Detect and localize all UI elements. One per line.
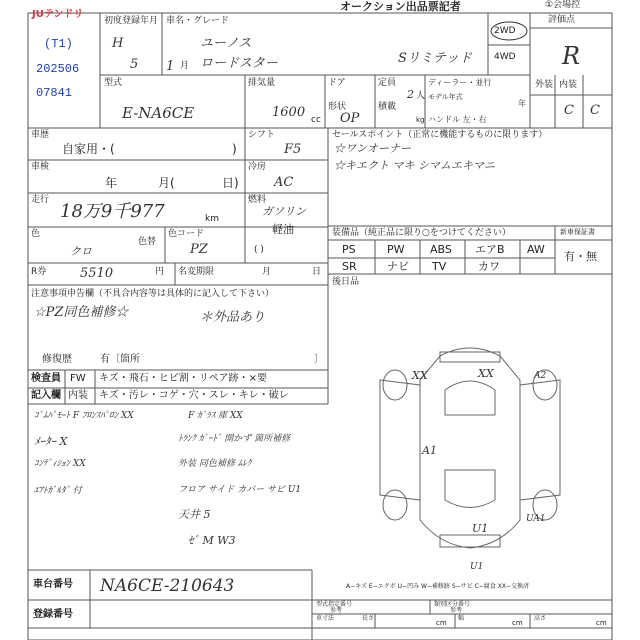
car-grade: Sリミテッド bbox=[398, 51, 472, 66]
history-value: 自家用・( bbox=[62, 142, 115, 156]
inspector-note: 外装 同色補修 ﾑﾚｸ bbox=[178, 459, 252, 469]
shift-label: シフト bbox=[248, 130, 276, 140]
equipment-airbag: エアB bbox=[475, 243, 505, 256]
sales-point-1: ☆ワンオーナー bbox=[334, 142, 411, 155]
venue-label: ①会場控 bbox=[545, 0, 581, 10]
inspection-day-unit: 日) bbox=[222, 176, 239, 190]
interior-check-items: キズ・汚レ・コゲ・穴・スレ・キレ・破レ bbox=[99, 390, 289, 401]
diagram-mark: U1 bbox=[470, 562, 484, 572]
registration-number-label: 登録番号 bbox=[33, 609, 73, 620]
class-num-ref: 参考 bbox=[450, 607, 463, 614]
fuel-label: 燃料 bbox=[248, 195, 267, 205]
notes-line-1: ☆PZ同色補修☆ bbox=[34, 305, 129, 320]
name-change-month: 月 bbox=[262, 267, 272, 277]
inspection-month-unit: 月( bbox=[158, 176, 175, 190]
height-label: 高さ bbox=[534, 615, 547, 622]
name-change-label: 名変期限 bbox=[178, 267, 215, 277]
repair-close: 〕 bbox=[314, 354, 324, 365]
dealer-label: ディーラー・並行 bbox=[428, 78, 492, 87]
exterior-label: 外装 bbox=[535, 80, 554, 90]
car-make: ユーノス bbox=[200, 36, 252, 51]
drive-2wd: 2WD bbox=[494, 26, 516, 36]
color-change-label: 色替 bbox=[138, 237, 157, 247]
equipment-navi: ナビ bbox=[387, 260, 409, 273]
handle-label: ハンドル 左・右 bbox=[428, 115, 487, 124]
repair-value: 有〔箇所 bbox=[100, 354, 140, 365]
stock-id-2: 202506 bbox=[36, 62, 80, 76]
recycle-value: 5510 bbox=[80, 266, 114, 281]
inspector-label-2: 記入欄 bbox=[31, 390, 61, 401]
equipment-ps: PS bbox=[342, 243, 356, 256]
form-label: 形状 bbox=[328, 102, 347, 112]
cooler-label: 冷房 bbox=[248, 162, 267, 172]
width-label: 幅 bbox=[458, 615, 465, 622]
fuel-paren: ( ) bbox=[254, 245, 264, 255]
evaluation-score: R bbox=[562, 42, 581, 70]
exterior-grade: C bbox=[564, 103, 574, 118]
drive-4wd: 4WD bbox=[494, 52, 516, 62]
cert-num-ref: 参考 bbox=[330, 607, 343, 614]
displacement-value: 1600 bbox=[272, 105, 306, 120]
cert-num-label: 型式指定番号 bbox=[316, 601, 353, 608]
registration-label: 初度登録年月 bbox=[104, 16, 159, 26]
diagram-mark: XX bbox=[478, 367, 494, 380]
arrival-label: 後日品 bbox=[332, 277, 360, 287]
cooler-value: AC bbox=[274, 175, 294, 190]
length-label: 長さ bbox=[362, 615, 375, 622]
sales-points-label: セールスポイント（正常に機能するものに限ります） bbox=[332, 130, 548, 140]
drive-circle-icon bbox=[489, 20, 529, 42]
history-close: ) bbox=[232, 142, 237, 156]
doors-label: ドア bbox=[328, 78, 346, 88]
registration-era: H bbox=[112, 36, 124, 51]
height-cm: cm bbox=[596, 619, 607, 627]
dims-label: 車寸法 bbox=[316, 615, 335, 622]
model-type-value: E-NA6CE bbox=[122, 104, 195, 122]
equipment-leather: カワ bbox=[478, 260, 500, 273]
color-code-label: 色コード bbox=[168, 229, 205, 239]
model-year-label: モデル年式 bbox=[428, 93, 463, 101]
notes-label: 注意事項申告欄（不具合内容等は具体的に記入して下さい） bbox=[31, 289, 275, 299]
inspector-note: フロア サイド カバー サビ U1 bbox=[178, 485, 302, 495]
capacity-label: 定員 bbox=[378, 78, 397, 88]
interior-label: 内装 bbox=[559, 80, 578, 90]
inspector-note: ﾒｰﾀｰ X bbox=[34, 435, 68, 448]
color-label: 色 bbox=[31, 229, 41, 239]
diagram-mark: UA1 bbox=[526, 514, 546, 524]
equipment-pw: PW bbox=[387, 243, 405, 256]
history-label: 車歴 bbox=[31, 130, 50, 140]
inspector-label-1: 検査員 bbox=[31, 373, 61, 384]
fw-items: キズ・飛石・ヒビ割・リペア跡・×要 bbox=[99, 373, 267, 384]
class-num-label: 類別区分番号 bbox=[434, 601, 471, 608]
color-code-value: PZ bbox=[190, 242, 208, 257]
fw-label: FW bbox=[70, 373, 86, 384]
inspector-note: F ｶﾞﾗｽ 庫 XX bbox=[188, 411, 243, 421]
equipment-abs: ABS bbox=[430, 243, 452, 256]
evaluation-label: 評価点 bbox=[548, 15, 576, 25]
equipment-sr: SR bbox=[342, 260, 357, 273]
registration-month-unit: 月 bbox=[180, 61, 190, 71]
displacement-unit: cc bbox=[311, 115, 321, 125]
load-unit: kg bbox=[416, 116, 425, 124]
color-value: クロ bbox=[70, 245, 92, 258]
inspector-note: ｺﾝﾃﾞｨｼｮﾝ XX bbox=[34, 459, 86, 469]
mileage-label: 走行 bbox=[31, 195, 50, 205]
interior-check-label: 内装 bbox=[68, 390, 88, 401]
repair-label: 修復歴 bbox=[42, 354, 72, 365]
capacity-unit: 人 bbox=[416, 91, 426, 101]
car-model-name: ロードスター bbox=[200, 56, 278, 71]
inspector-note: ｾﾞ M W3 bbox=[188, 534, 236, 547]
diagram-mark: XX bbox=[412, 369, 428, 382]
capacity-value: 2 bbox=[407, 88, 414, 101]
fuel-value: ガソリン bbox=[262, 205, 306, 218]
diagram-mark: A2 bbox=[534, 371, 547, 381]
car-name-label: 車名・グレード bbox=[166, 16, 230, 26]
mileage-value: 18万9千977 bbox=[60, 201, 165, 222]
notes-line-2: ＊外品あり bbox=[200, 310, 266, 325]
inspector-note: ﾄﾗﾝｸ ｶﾞｰﾄﾞ 開かず 箇所補修 bbox=[178, 434, 291, 444]
chassis-label: 車台番号 bbox=[33, 579, 73, 590]
inspector-note: 天井 5 bbox=[178, 508, 211, 521]
inspection-year-unit: 年 bbox=[105, 176, 118, 190]
form-value: OP bbox=[340, 111, 360, 126]
model-type-label: 型式 bbox=[104, 78, 123, 88]
registration-month: 1 bbox=[166, 59, 175, 74]
diagram-mark: A1 bbox=[422, 444, 437, 457]
damage-legend: A−キズ E−エクボ U−凹み W−補修跡 S−サビ C−腐食 XX−交換済 bbox=[346, 583, 529, 590]
length-cm: cm bbox=[436, 619, 447, 627]
diagram-mark: U1 bbox=[472, 522, 489, 535]
inspector-note: ｴｱﾄｶﾞﾙﾀﾞ 付 bbox=[34, 486, 82, 496]
chassis-value: NA6CE-210643 bbox=[100, 576, 235, 596]
inspector-note: ｺﾞﾑﾊﾟﾓｰﾄ F ﾌﾛﾝｽﾊﾟﾛﾝ XX bbox=[34, 411, 134, 421]
equipment-aw: AW bbox=[527, 243, 545, 256]
load-label: 積載 bbox=[378, 102, 397, 112]
model-year-unit: 年 bbox=[518, 99, 526, 108]
stock-id-3: 07841 bbox=[36, 86, 73, 100]
warranty-label: 新車保証書 bbox=[560, 228, 595, 236]
fuel-option: 軽油 bbox=[272, 223, 294, 236]
recycle-unit: 円 bbox=[155, 267, 165, 277]
inspection-label: 車検 bbox=[31, 162, 50, 172]
registration-year: 5 bbox=[130, 57, 139, 72]
logo: JUテンドリ bbox=[32, 9, 84, 20]
form-title: オークション出品票記者 bbox=[340, 0, 461, 13]
warranty-value: 有・無 bbox=[564, 250, 597, 263]
interior-grade: C bbox=[590, 103, 600, 118]
width-cm: cm bbox=[512, 619, 523, 627]
stock-id-1: (T1) bbox=[44, 37, 73, 51]
sales-point-2: ☆キエクト マキ シマムエキマニ bbox=[334, 159, 495, 172]
equipment-tv: TV bbox=[432, 260, 447, 273]
shift-value: F5 bbox=[284, 142, 302, 157]
recycle-label: R券 bbox=[31, 267, 47, 277]
mileage-unit: km bbox=[205, 214, 219, 224]
equipment-label: 装備品（純正品に限り○をつけてください） bbox=[332, 228, 511, 238]
name-change-day: 日 bbox=[312, 267, 322, 277]
displacement-label: 排気量 bbox=[248, 78, 276, 88]
